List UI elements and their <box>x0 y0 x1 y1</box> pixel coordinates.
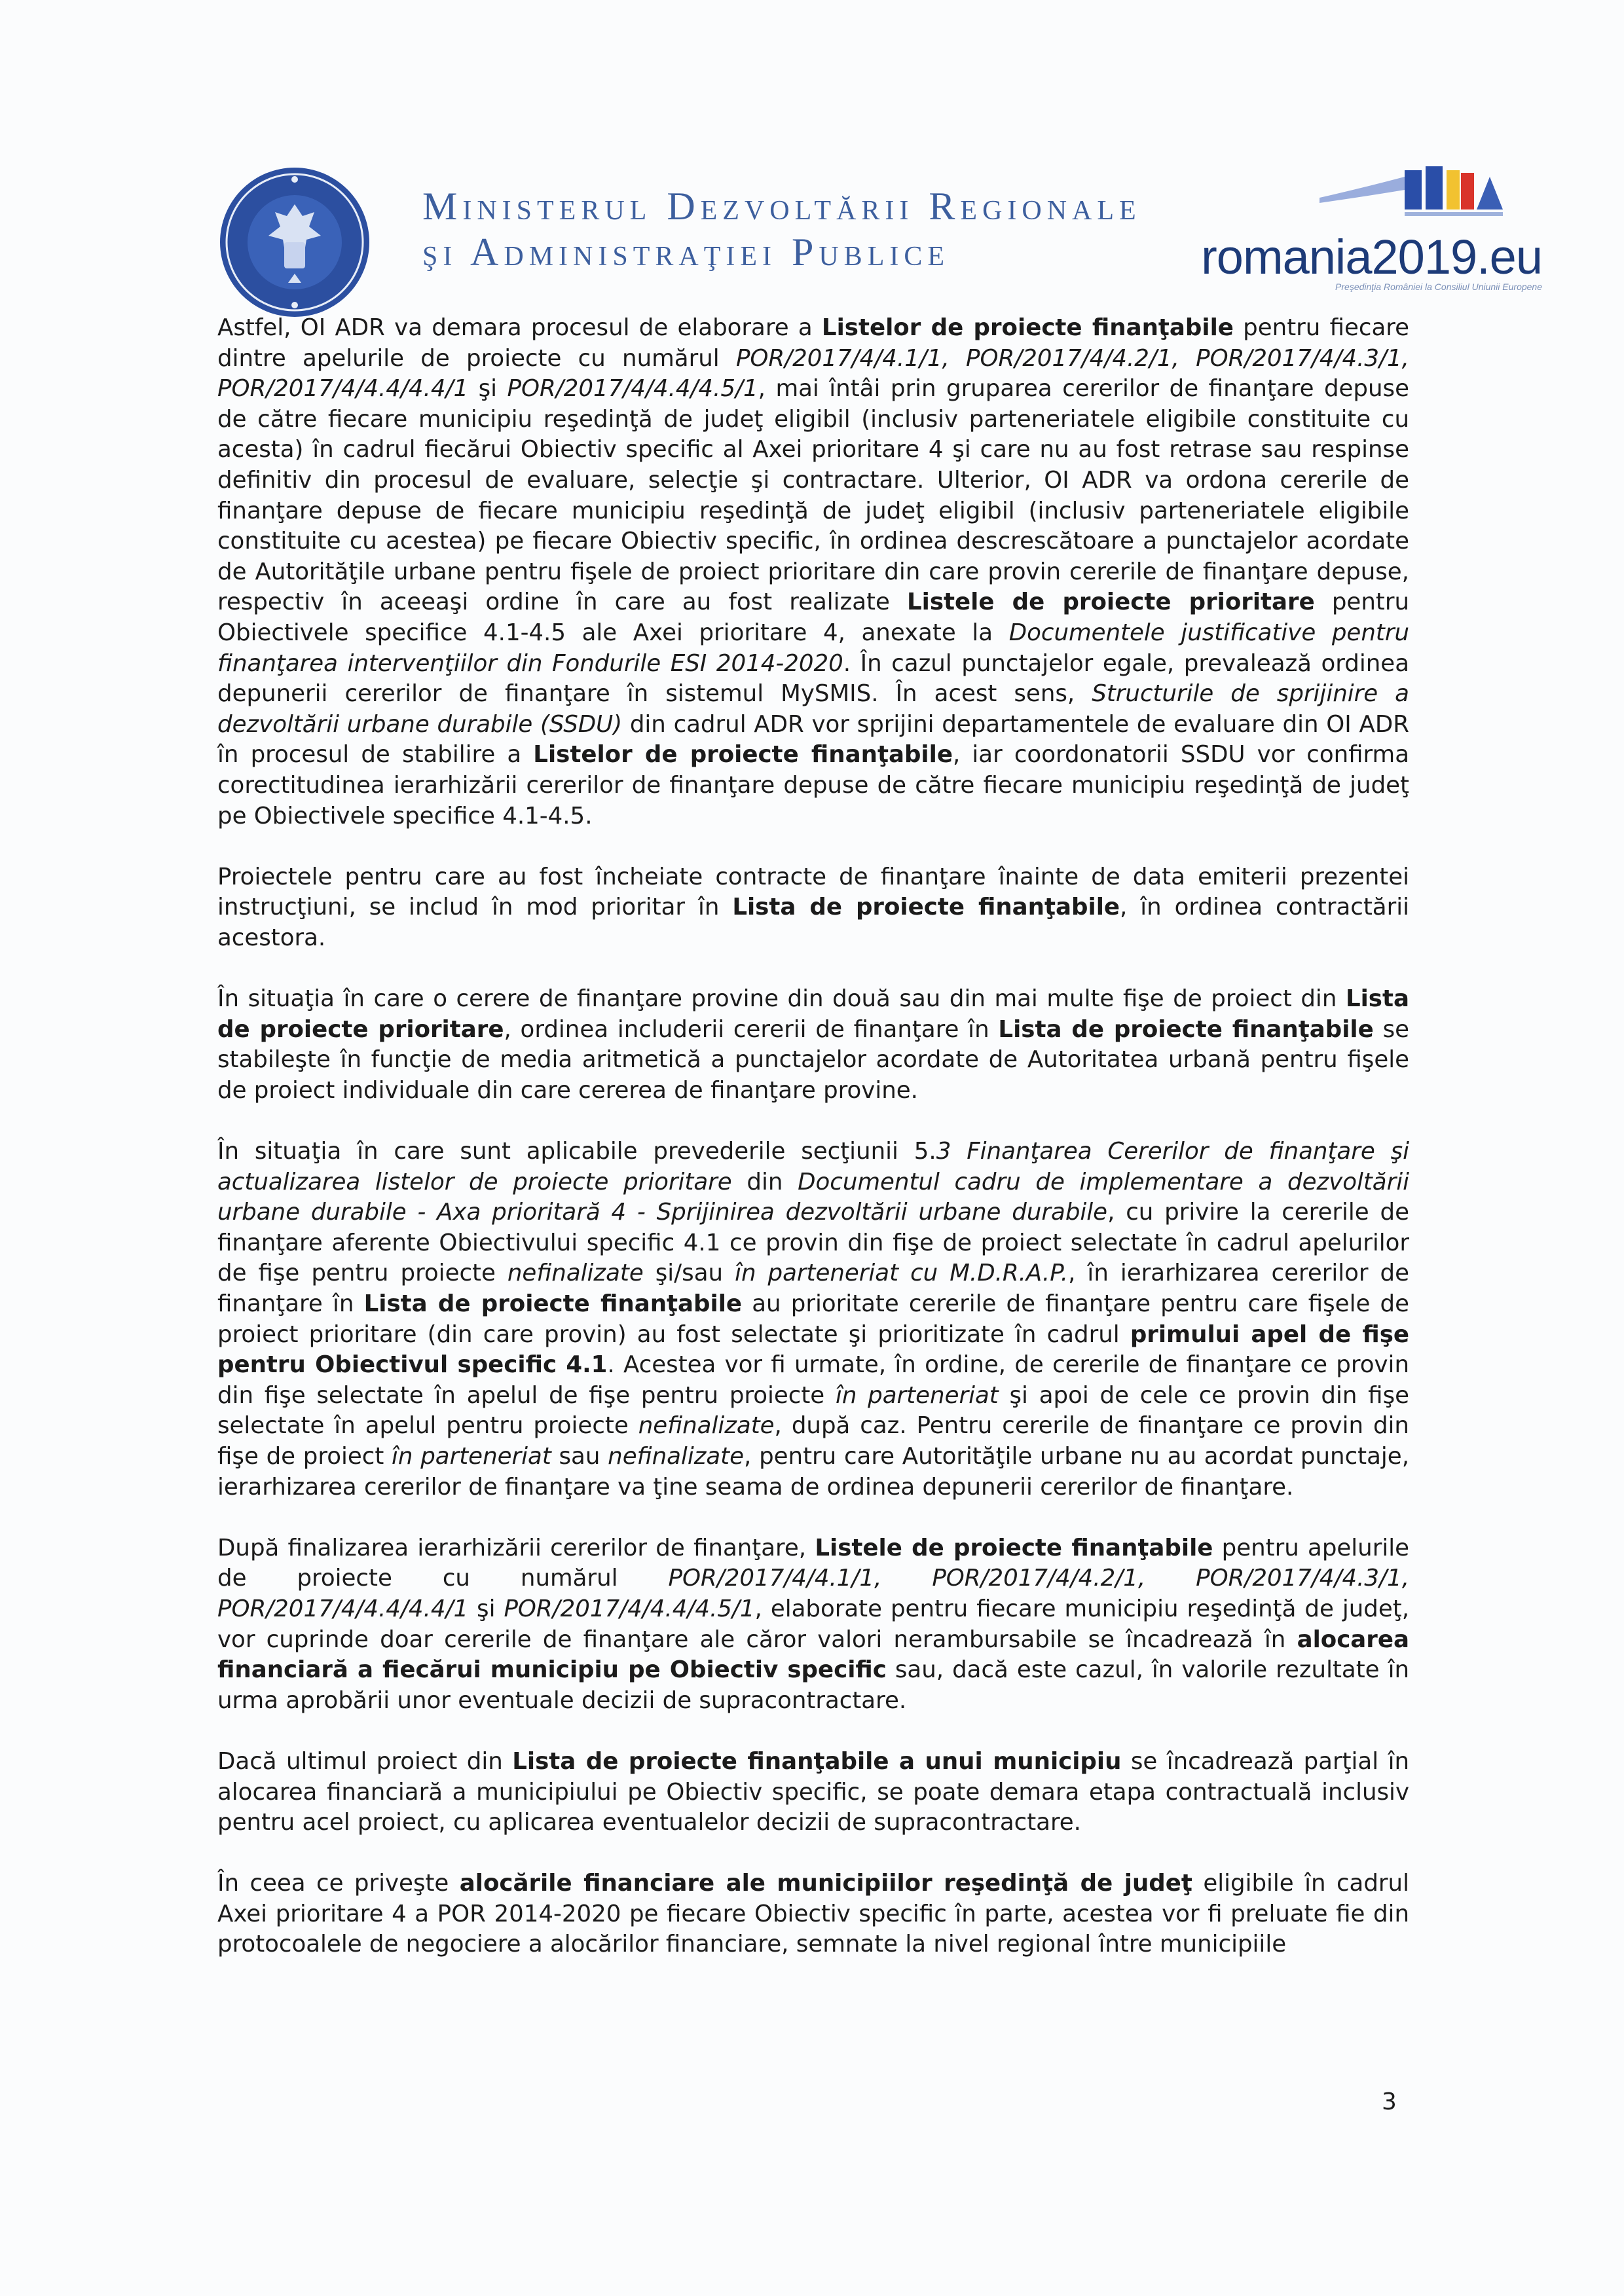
paragraph <box>217 1747 1409 1838</box>
text-run: şi <box>468 1595 504 1622</box>
document-body <box>217 313 1409 1991</box>
bold-text: alocările financiare ale municipiilor reşedinţă de judeţ <box>459 1870 1192 1897</box>
bold-text: alocarea financiară a fiecărui municipiu pe Obiectiv specific <box>217 1626 1409 1684</box>
text-run: Proiectele pentru care au fost încheiate contracte de finanţare înainte de data emiterii prezentei instrucţiuni, se includ în mod prioritar în <box>217 863 1409 921</box>
bold-text: primului apel de fişe pentru Obiectivul specific 4.1 <box>217 1321 1409 1379</box>
italic-text: nefinalizate <box>638 1412 775 1440</box>
logo-text: romania2019.eu <box>1201 230 1542 284</box>
bold-text: Lista de proiecte prioritare <box>217 985 1409 1043</box>
text-run: , pentru care Autorităţile urbane nu au acordat punctaje, ierarhizarea cererilor de finanţare va ţine seama de ordinea depunerii cererilor de finanţare. <box>217 1442 1410 1501</box>
ministry-line-1: Ministerul Dezvoltării Regionale <box>422 185 1141 228</box>
text-run: sau <box>551 1442 608 1470</box>
logo-tagline: Preşedinţia României la Consiliul Uniunii Europene <box>1335 282 1542 292</box>
bold-text: Lista de proiecte finanţabile a unui municipiu <box>512 1747 1122 1775</box>
paragraph <box>217 1137 1409 1503</box>
paragraph <box>217 862 1409 954</box>
italic-text: nefinalizate <box>608 1442 745 1470</box>
bold-text: Listele de proiecte prioritare <box>906 589 1315 616</box>
page-number: 3 <box>1382 2088 1397 2115</box>
text-run: În ceea ce priveşte <box>217 1870 460 1897</box>
text-run: şi apoi de cele ce provin din fişe selectate în apelul pentru proiecte <box>217 1381 1410 1440</box>
bold-text: Lista de proiecte finanţabile <box>732 894 1120 921</box>
text-run: . Acestea vor fi urmate, în ordine, de cererile de finanţare ce provin din fişe selectate în apelul de fişe pentru proiecte <box>217 1351 1409 1409</box>
italic-text: nefinalizate <box>507 1260 644 1287</box>
text-run: au prioritate cererile de finanţare pentru care fişele de proiect prioritare (din care provin) au fost selectate şi prioritizate în cadrul <box>217 1290 1409 1348</box>
text-run: , cu privire la cererile de finanţare aferente Obiectivului specific 4.1 ce provin din fişe de proiect selectate în cadrul apelurilor de fişe pentru proiecte <box>217 1199 1409 1287</box>
paragraph <box>217 984 1409 1106</box>
text-run: . În cazul punctajelor egale, prevalează ordinea depunerii cererilor de finanţare în sistemul MySMIS. În acest sens, <box>217 649 1409 708</box>
italic-text: în parteneriat cu M.D.R.A.P. <box>735 1260 1069 1287</box>
text-run: pentru fiecare dintre apelurile de proiecte cu numărul <box>217 314 1409 372</box>
italic-text: 3 Finanţarea Cererilor de finanţare şi actualizarea listelor de proiecte prioritare <box>217 1138 1409 1195</box>
text-run: pentru Obiectivele specifice 4.1-4.5 ale Axei prioritare 4, anexate la <box>217 589 1409 646</box>
text-run: sau, dacă este cazul, în valorile rezultate în urma aprobării unor eventuale decizii de supracontractare. <box>217 1656 1410 1714</box>
text-run: După finalizarea ierarhizării cererilor de finanţare, <box>217 1534 815 1561</box>
government-crest-icon <box>216 164 373 321</box>
text-run: se stabileşte în funcţie de media aritmetică a punctajelor acordate de Autoritatea urbană pentru fişele de proiect individuale din care cererea de finanţare provine. <box>217 1015 1409 1104</box>
text-run: din <box>731 1168 798 1195</box>
text-run: , ordinea includerii cererii de finanţare în <box>504 1015 999 1043</box>
italic-text: POR/2017/4/4.4/4.5/1 <box>507 375 758 403</box>
ministry-line-2: şi Administraţiei Publice <box>422 230 950 274</box>
italic-text: Structurile de sprijinire a dezvoltării urbane durabile (SSDU) <box>217 680 1409 738</box>
text-run: Astfel, OI ADR va demara procesul de elaborare a <box>217 314 822 341</box>
bold-text: Lista de proiecte finanţabile <box>363 1290 743 1317</box>
text-run: se încadrează parţial în alocarea financiară a municipiului pe Obiectiv specific, se poate demara etapa contractuală inclusiv pentru acel proiect, cu aplicarea eventualelor decizii de supracontractare. <box>217 1747 1410 1836</box>
text-run: şi <box>468 375 507 403</box>
text-run: şi/sau <box>643 1260 735 1287</box>
italic-text: în parteneriat <box>835 1381 999 1409</box>
paragraph <box>217 1533 1409 1717</box>
text-run: În situaţia în care o cerere de finanţare provine din două sau din mai multe fişe de proiect din <box>217 985 1346 1013</box>
italic-text: POR/2017/4/4.4/4.5/1 <box>504 1595 755 1622</box>
text-run: eligibile în cadrul Axei prioritare 4 a POR 2014-2020 pe fiecare Obiectiv specific în parte, acestea vor fi preluate fie din protocoalele de negociere a alocărilor financiare, semnate la nivel regional între municipiile <box>217 1870 1409 1958</box>
text-run: pentru apelurile de proiecte cu numărul <box>217 1534 1410 1592</box>
bold-text: Listele de proiecte finanţabile <box>815 1534 1213 1561</box>
romania2019-logo <box>1189 157 1542 292</box>
text-run: Dacă ultimul proiect din <box>217 1747 513 1775</box>
header <box>196 157 1572 295</box>
text-run: , elaborate pentru fiecare municipiu reşedinţă de judeţ, vor cuprinde doar cererile de finanţare ale căror valori nerambursabile se încadrează în <box>217 1595 1409 1653</box>
ministry-name <box>422 183 1141 275</box>
paragraph <box>217 313 1409 831</box>
bold-text: Listelor de proiecte finanţabile <box>533 741 953 769</box>
bold-text: Listelor de proiecte finanţabile <box>821 314 1234 341</box>
italic-text: POR/2017/4/4.1/1, POR/2017/4/4.2/1, POR/2017/4/4.3/1, POR/2017/4/4.4/4.4/1 <box>217 344 1409 403</box>
text-run: , în ordinea contractării acestora. <box>217 894 1409 951</box>
text-run: din cadrul ADR vor sprijini departamentele de evaluare din OI ADR în procesul de stabilire a <box>217 710 1409 769</box>
italic-text: POR/2017/4/4.1/1, POR/2017/4/4.2/1, POR/2017/4/4.3/1, POR/2017/4/4.4/4.4/1 <box>217 1565 1409 1622</box>
presidency-flag-icon <box>1313 157 1509 229</box>
italic-text: în parteneriat <box>392 1442 551 1470</box>
paragraph <box>217 1868 1409 1960</box>
italic-text: Documentul cadru de implementare a dezvoltării urbane durabile - Axa prioritară 4 - Sprijinirea dezvoltării urbane durabile <box>217 1168 1409 1226</box>
italic-text: Documentele justificative pentru finanţarea intervenţiilor din Fondurile ESI 2014-2020 <box>217 619 1409 677</box>
text-run: , în ierarhizarea cererilor de finanţare în <box>217 1260 1409 1317</box>
bold-text: Lista de proiecte finanţabile <box>998 1015 1374 1043</box>
text-run: , iar coordonatorii SSDU vor confirma corectitudinea ierarhizării cererilor de finanţare depuse de către fiecare municipiu reşedinţă de judeţ pe Obiectivele specifice 4.1-4.5. <box>217 741 1410 829</box>
text-run: În situaţia în care sunt aplicabile prevederile secţiunii 5. <box>217 1138 936 1165</box>
text-run: , după caz. Pentru cererile de finanţare ce provin din fişe de proiect <box>217 1412 1409 1470</box>
text-run: , mai întâi prin gruparea cererilor de finanţare depuse de către fiecare municipiu reşedinţă de judeţ eligibil (inclusiv parteneriatele eligibile constituite cu acesta) în cadrul fiecărui Obiectiv specific al Axei prioritare 4 şi care nu au fost retrase sau respinse definitiv din procesul de evaluare, selecţie şi contractare. Ulterior, OI ADR va ordona cererile de finanţare depuse de fiecare municipiu reşedinţă de judeţ eligibil (inclusiv parteneriatele eligibile constituite cu acestea) pe fiecare Obiectiv specific, în ordinea descrescătoare a punctajelor acordate de Autorităţile urbane pentru fişele de proiect prioritare din care provin cererile de finanţare depuse, respectiv în aceeaşi ordine în care au fost realizate <box>217 375 1409 616</box>
